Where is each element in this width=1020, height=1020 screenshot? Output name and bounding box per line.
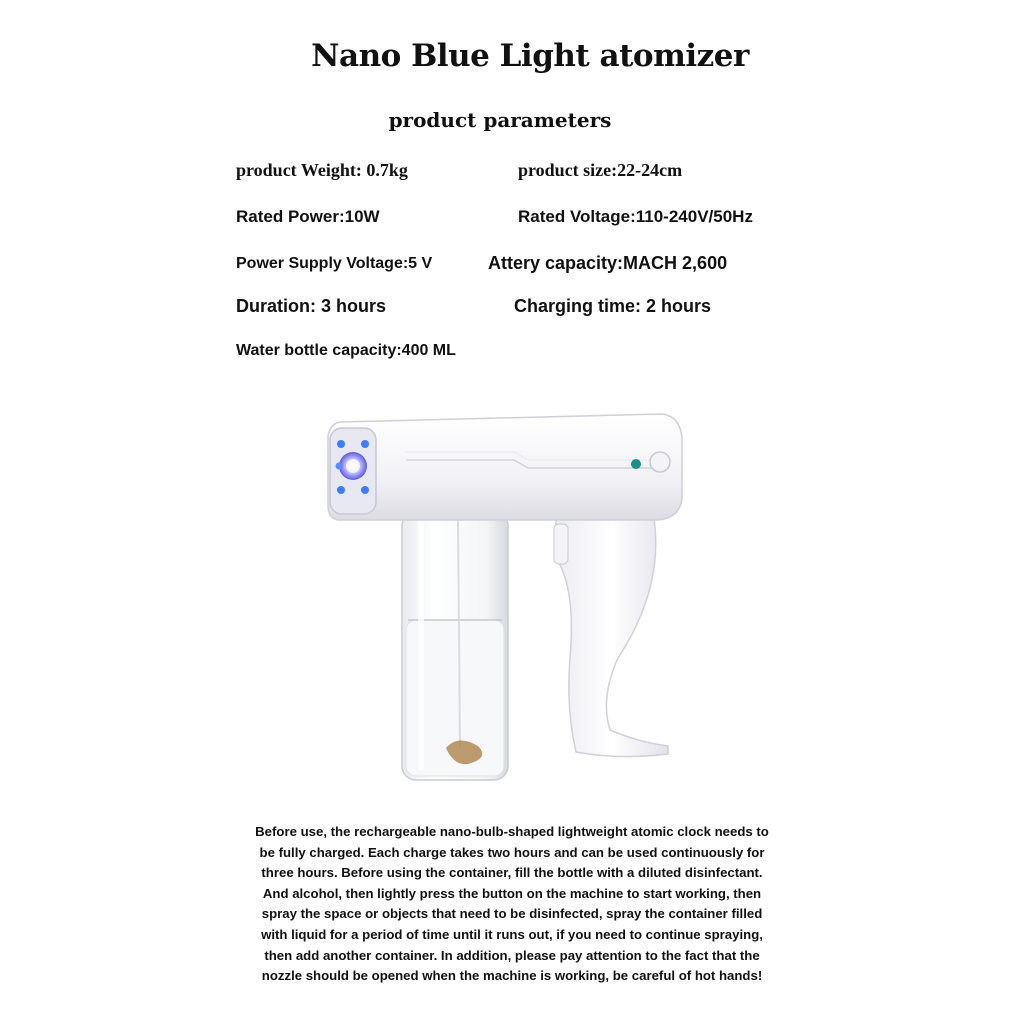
section-subtitle: product parameters (388, 108, 612, 132)
param-battery-capacity: Attery capacity:MACH 2,600 (488, 253, 728, 273)
atomizer-gun-illustration (318, 408, 698, 788)
description-line: three hours. Before using the container, fill the bottle with a diluted disinfectant. (261, 865, 763, 881)
page-title: Nano Blue Light atomizer (311, 38, 749, 74)
param-charging-time: Charging time: 2 hours (514, 296, 712, 316)
description-line: with liquid for a period of time until it runs out, if you need to continue spraying, (261, 926, 763, 942)
description-line: And alcohol, then lightly press the button on the machine to start working, then (262, 885, 762, 901)
param-supply-voltage: Power Supply Voltage:5 V (236, 255, 433, 272)
usage-description (212, 822, 812, 987)
param-duration: Duration: 3 hours (236, 296, 387, 316)
param-weight: product Weight: 0.7kg (236, 160, 408, 180)
param-rated-voltage: Rated Voltage:110-240V/50Hz (518, 207, 753, 226)
description-line: be fully charged. Each charge takes two hours and can be used continuously for (259, 844, 765, 860)
description-line: spray the space or objects that need to be disinfected, spray the container filled (261, 906, 763, 922)
param-rated-power: Rated Power:10W (236, 207, 380, 226)
param-bottle-capacity: Water bottle capacity:400 ML (236, 342, 456, 359)
product-image (318, 408, 698, 788)
description-line: Before use, the rechargeable nano-bulb-shaped lightweight atomic clock needs to (255, 824, 769, 839)
param-size: product size:22-24cm (518, 160, 683, 180)
description-line: nozzle should be opened when the machine is working, be careful of hot hands! (261, 968, 763, 984)
description-line: then add another container. In addition, please pay attention to the fact that the (264, 947, 760, 963)
